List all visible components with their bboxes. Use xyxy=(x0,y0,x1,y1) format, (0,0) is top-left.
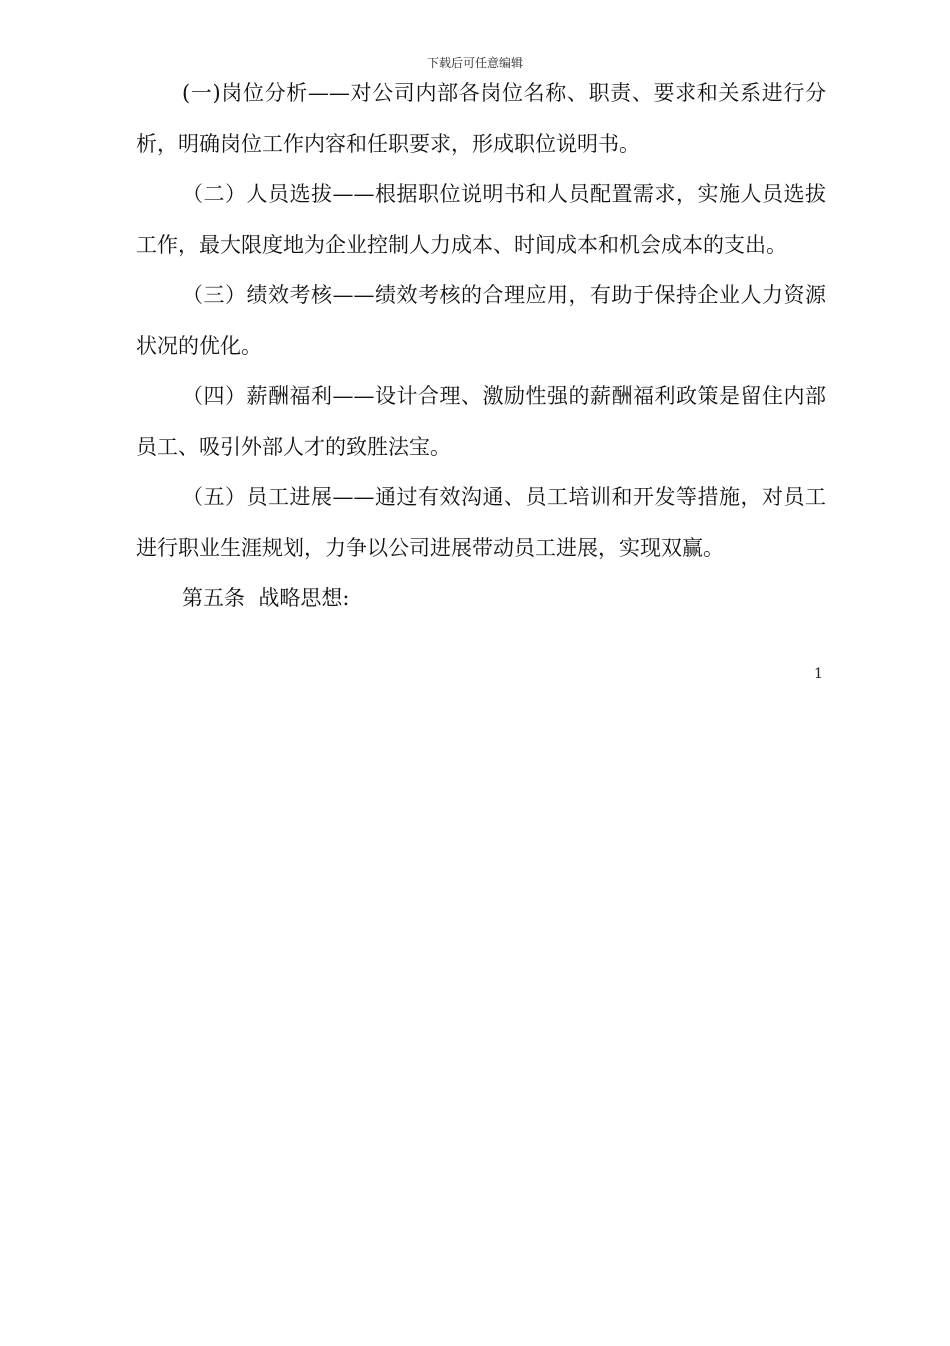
header-note: 下载后可任意编辑 xyxy=(426,56,523,70)
paragraph-performance-review: （三）绩效考核——绩效考核的合理应用，有助于保持企业人力资源状况的优化。 xyxy=(136,283,826,358)
page-number: 1 xyxy=(814,666,823,682)
section-heading-article-five: 第五条 战略思想: xyxy=(182,586,350,610)
paragraph-employee-development: （五）员工进展——通过有效沟通、员工培训和开发等措施，对员工进行职业生涯规划，力争以公司进展带动员工进展，实现双赢。 xyxy=(136,485,826,560)
paragraph-compensation: （四）薪酬福利——设计合理、激励性强的薪酬福利政策是留住内部员工、吸引外部人才的致胜法宝。 xyxy=(136,384,826,459)
paragraph-staff-selection: （二）人员选拔——根据职位说明书和人员配置需求，实施人员选拔工作，最大限度地为企业控制人力成本、时间成本和机会成本的支出。 xyxy=(136,182,826,257)
document-body xyxy=(136,68,826,624)
paragraph-job-analysis: (一)岗位分析——对公司内部各岗位名称、职责、要求和关系进行分析，明确岗位工作内容和任职要求，形成职位说明书。 xyxy=(136,81,826,156)
